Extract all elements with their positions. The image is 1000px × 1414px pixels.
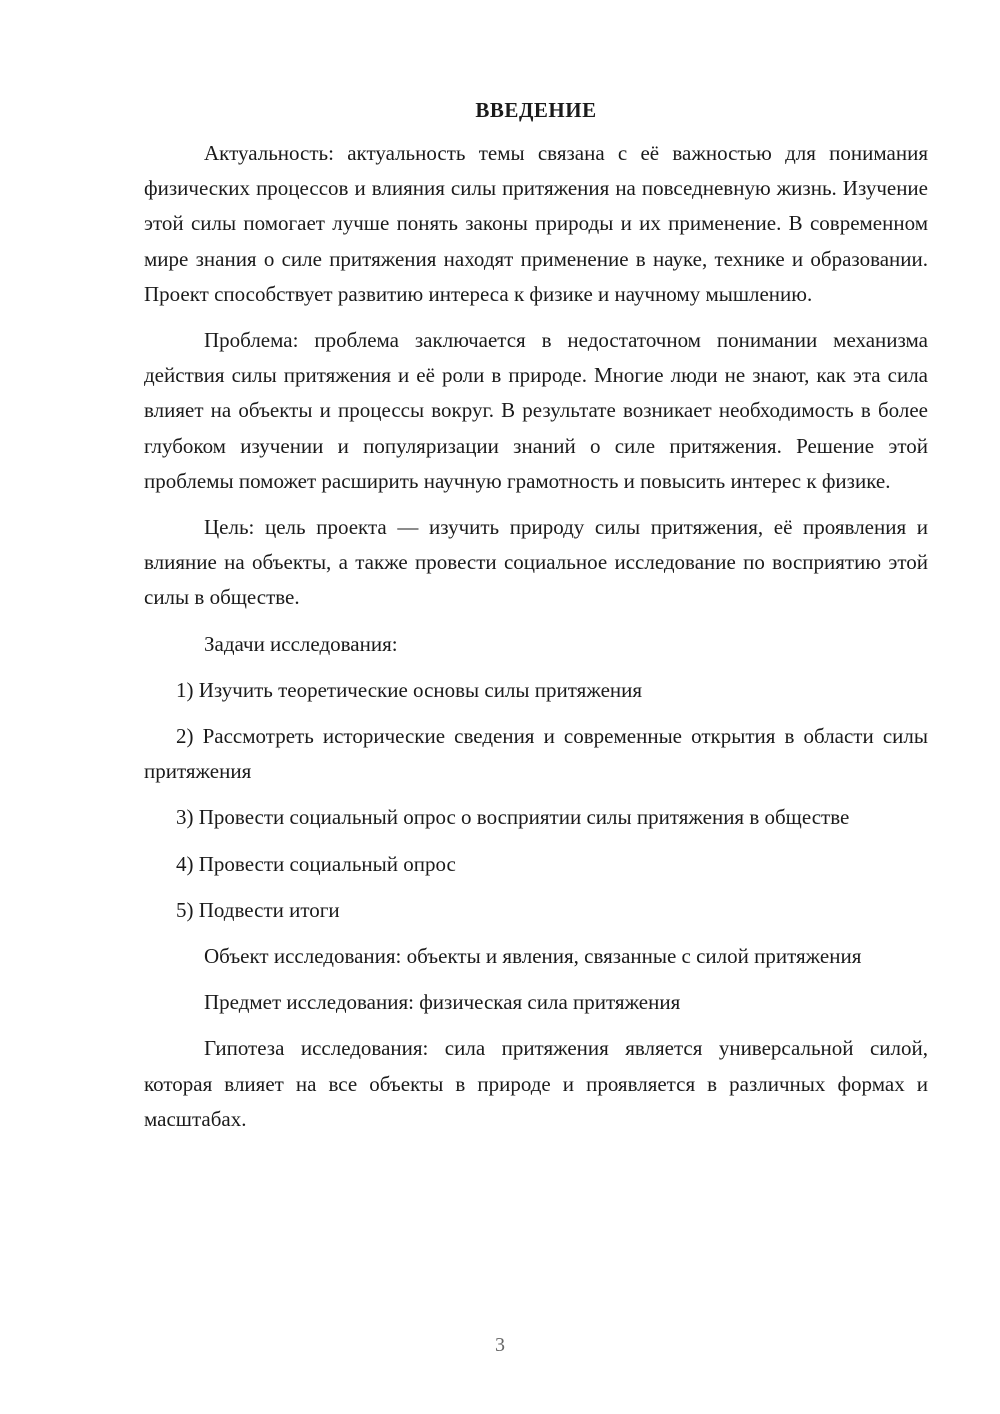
paragraph-object: Объект исследования: объекты и явления, связанные с силой притяжения <box>204 944 862 969</box>
paragraph-problem: Проблема: проблема заключается в недостаточном понимании механизма действия силы притяжения и её роли в природе. Многие люди не знают, как эта сила влияет на объекты и процессы вокруг. В результате возникает необходимость в более глубоком изучении и популяризации знаний о силе притяжения. Решение этой проблемы поможет расширить научную грамотность и повысить интерес к физике. <box>144 328 928 493</box>
tasks-list <box>144 673 928 928</box>
list-item: 5) Подвести итоги <box>176 897 340 922</box>
document-page <box>144 96 928 1137</box>
page-title: ВВЕДЕНИЕ <box>475 98 597 122</box>
paragraph-relevance: Актуальность: актуальность темы связана с её важностью для понимания физических процессов и влияния силы притяжения на повседневную жизнь. Изучение этой силы помогает лучше понять законы природы и их применение. В современном мире знания о силе притяжения находят применение в науке, технике и образовании. Проект способствует развитию интереса к физике и научному мышлению. <box>144 141 928 306</box>
list-item: 4) Провести социальный опрос <box>176 851 456 876</box>
paragraph-subject: Предмет исследования: физическая сила притяжения <box>204 990 681 1015</box>
paragraph-goal: Цель: цель проекта — изучить природу силы притяжения, её проявления и влияние на объекты, а также провести социальное исследование по восприятию этой силы в обществе. <box>144 515 928 610</box>
page-number: 3 <box>495 1334 505 1356</box>
tasks-heading: Задачи исследования: <box>204 631 398 656</box>
list-item: 1) Изучить теоретические основы силы притяжения <box>176 677 643 702</box>
list-item: 3) Провести социальный опрос о восприятии силы притяжения в обществе <box>176 805 850 830</box>
list-item: 2) Рассмотреть исторические сведения и современные открытия в области силы притяжения <box>144 724 928 784</box>
paragraph-hypothesis: Гипотеза исследования: сила притяжения является универсальной силой, которая влияет на все объекты в природе и проявляется в различных формах и масштабах. <box>144 1036 928 1131</box>
